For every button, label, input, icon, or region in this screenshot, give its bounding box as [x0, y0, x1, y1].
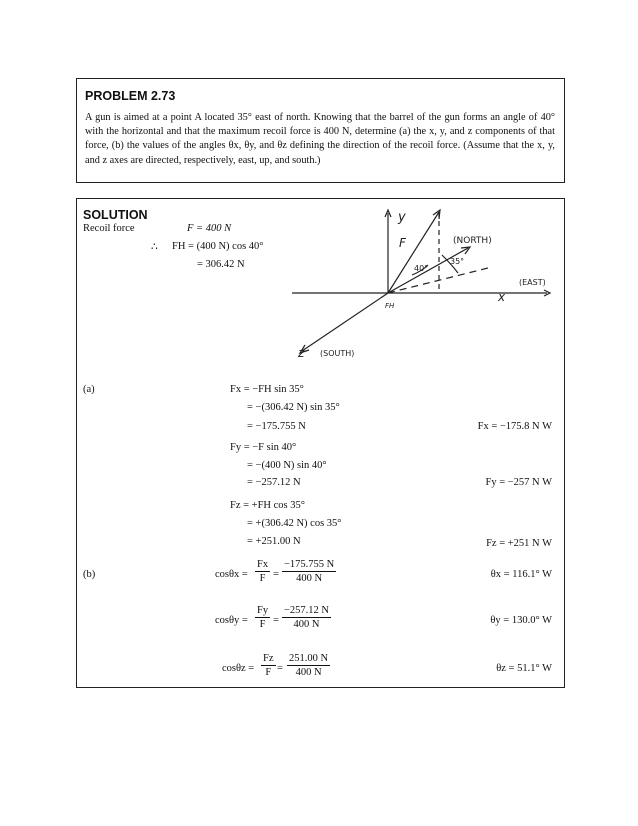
cos-theta-x-label: cosθx =	[215, 569, 248, 580]
fx-step: = −(306.42 N) sin 35°	[247, 402, 340, 413]
therefore-symbol: ∴	[151, 242, 158, 253]
fx-result: = −175.755 N	[247, 421, 306, 432]
fh-value: = 306.42 N	[197, 259, 245, 270]
z-axis-line	[302, 293, 388, 351]
cos-theta-z-symbolic: $\frac{Fz}{F}$	[263, 653, 274, 678]
fh-equation: FH = (400 N) cos 40°	[172, 241, 264, 252]
cos-theta-z-equals: =	[277, 663, 283, 674]
theta-x-answer: θx = 116.1° W	[490, 569, 552, 580]
z-label: z	[298, 346, 305, 360]
horizontal-projection-line	[388, 267, 492, 293]
fy-result: = −257.12 N	[247, 477, 301, 488]
y-label: y	[398, 210, 406, 225]
cos-theta-x-symbolic: $\frac{Fx}{F}$	[257, 559, 269, 584]
cos-theta-x-numeric: $\frac{-175.755 N}{400 N}$	[284, 559, 335, 584]
fy-equation: Fy = −F sin 40°	[230, 442, 297, 453]
force-vector-line	[388, 212, 439, 293]
solution-title: SOLUTION	[83, 208, 148, 222]
cos-theta-y-equals: =	[273, 615, 279, 626]
fy-step: = −(400 N) sin 40°	[247, 460, 327, 471]
cos-theta-z-label: cosθz =	[222, 663, 255, 674]
force-label: F	[399, 236, 406, 250]
problem-statement: A gun is aimed at a point A located 35° east of north. Knowing that the barrel of the gun forms an angle of 40° with the horizontal and that the maximum recoil force is 400 N, determine (a) the x, y, and z components of that force, (b) the values of the angles θx, θy, and θz defining the direction of the recoil force. (Assume that the x, y, and z axes are directed, respectively, east, up, and south.)	[85, 112, 555, 166]
north-label: (NORTH)	[453, 236, 492, 246]
problem-box	[76, 78, 565, 183]
part-b-label: (b)	[83, 569, 96, 580]
cos-theta-y-numeric: $\frac{-257.12 N}{400 N}$	[284, 605, 330, 630]
recoil-label: Recoil force	[83, 223, 135, 234]
cos-theta-z-numeric: $\frac{251.00 N}{400 N}$	[289, 653, 329, 678]
angle-35-label: 35°	[450, 257, 465, 266]
fz-equation: Fz = +FH cos 35°	[230, 500, 305, 511]
south-label: (SOUTH)	[320, 349, 355, 358]
theta-z-answer: θz = 51.1° W	[496, 663, 552, 674]
x-label: x	[498, 290, 506, 304]
fx-answer: Fx = −175.8 N W	[477, 421, 552, 432]
theta-y-answer: θy = 130.0° W	[490, 615, 552, 626]
angle-40-label: 40°	[414, 264, 429, 273]
cos-theta-y-symbolic: $\frac{Fy}{F}$	[257, 605, 269, 630]
problem-title: PROBLEM 2.73	[85, 89, 176, 103]
f-equation: F = 400 N	[187, 223, 232, 234]
part-a-label: (a)	[83, 384, 95, 395]
solution-box	[76, 198, 565, 688]
fz-result: = +251.00 N	[247, 536, 301, 547]
fx-equation: Fx = −FH sin 35°	[230, 384, 304, 395]
cos-theta-x-equals: =	[273, 569, 279, 580]
fz-answer: Fz = +251 N W	[486, 538, 552, 549]
fy-answer: Fy = −257 N W	[485, 477, 552, 488]
east-label: (EAST)	[519, 278, 546, 287]
fz-step: = +(306.42 N) cos 35°	[247, 518, 342, 529]
force-diagram	[292, 205, 554, 365]
fh-label: FH	[385, 302, 395, 310]
cos-theta-y-label: cosθy =	[215, 615, 248, 626]
